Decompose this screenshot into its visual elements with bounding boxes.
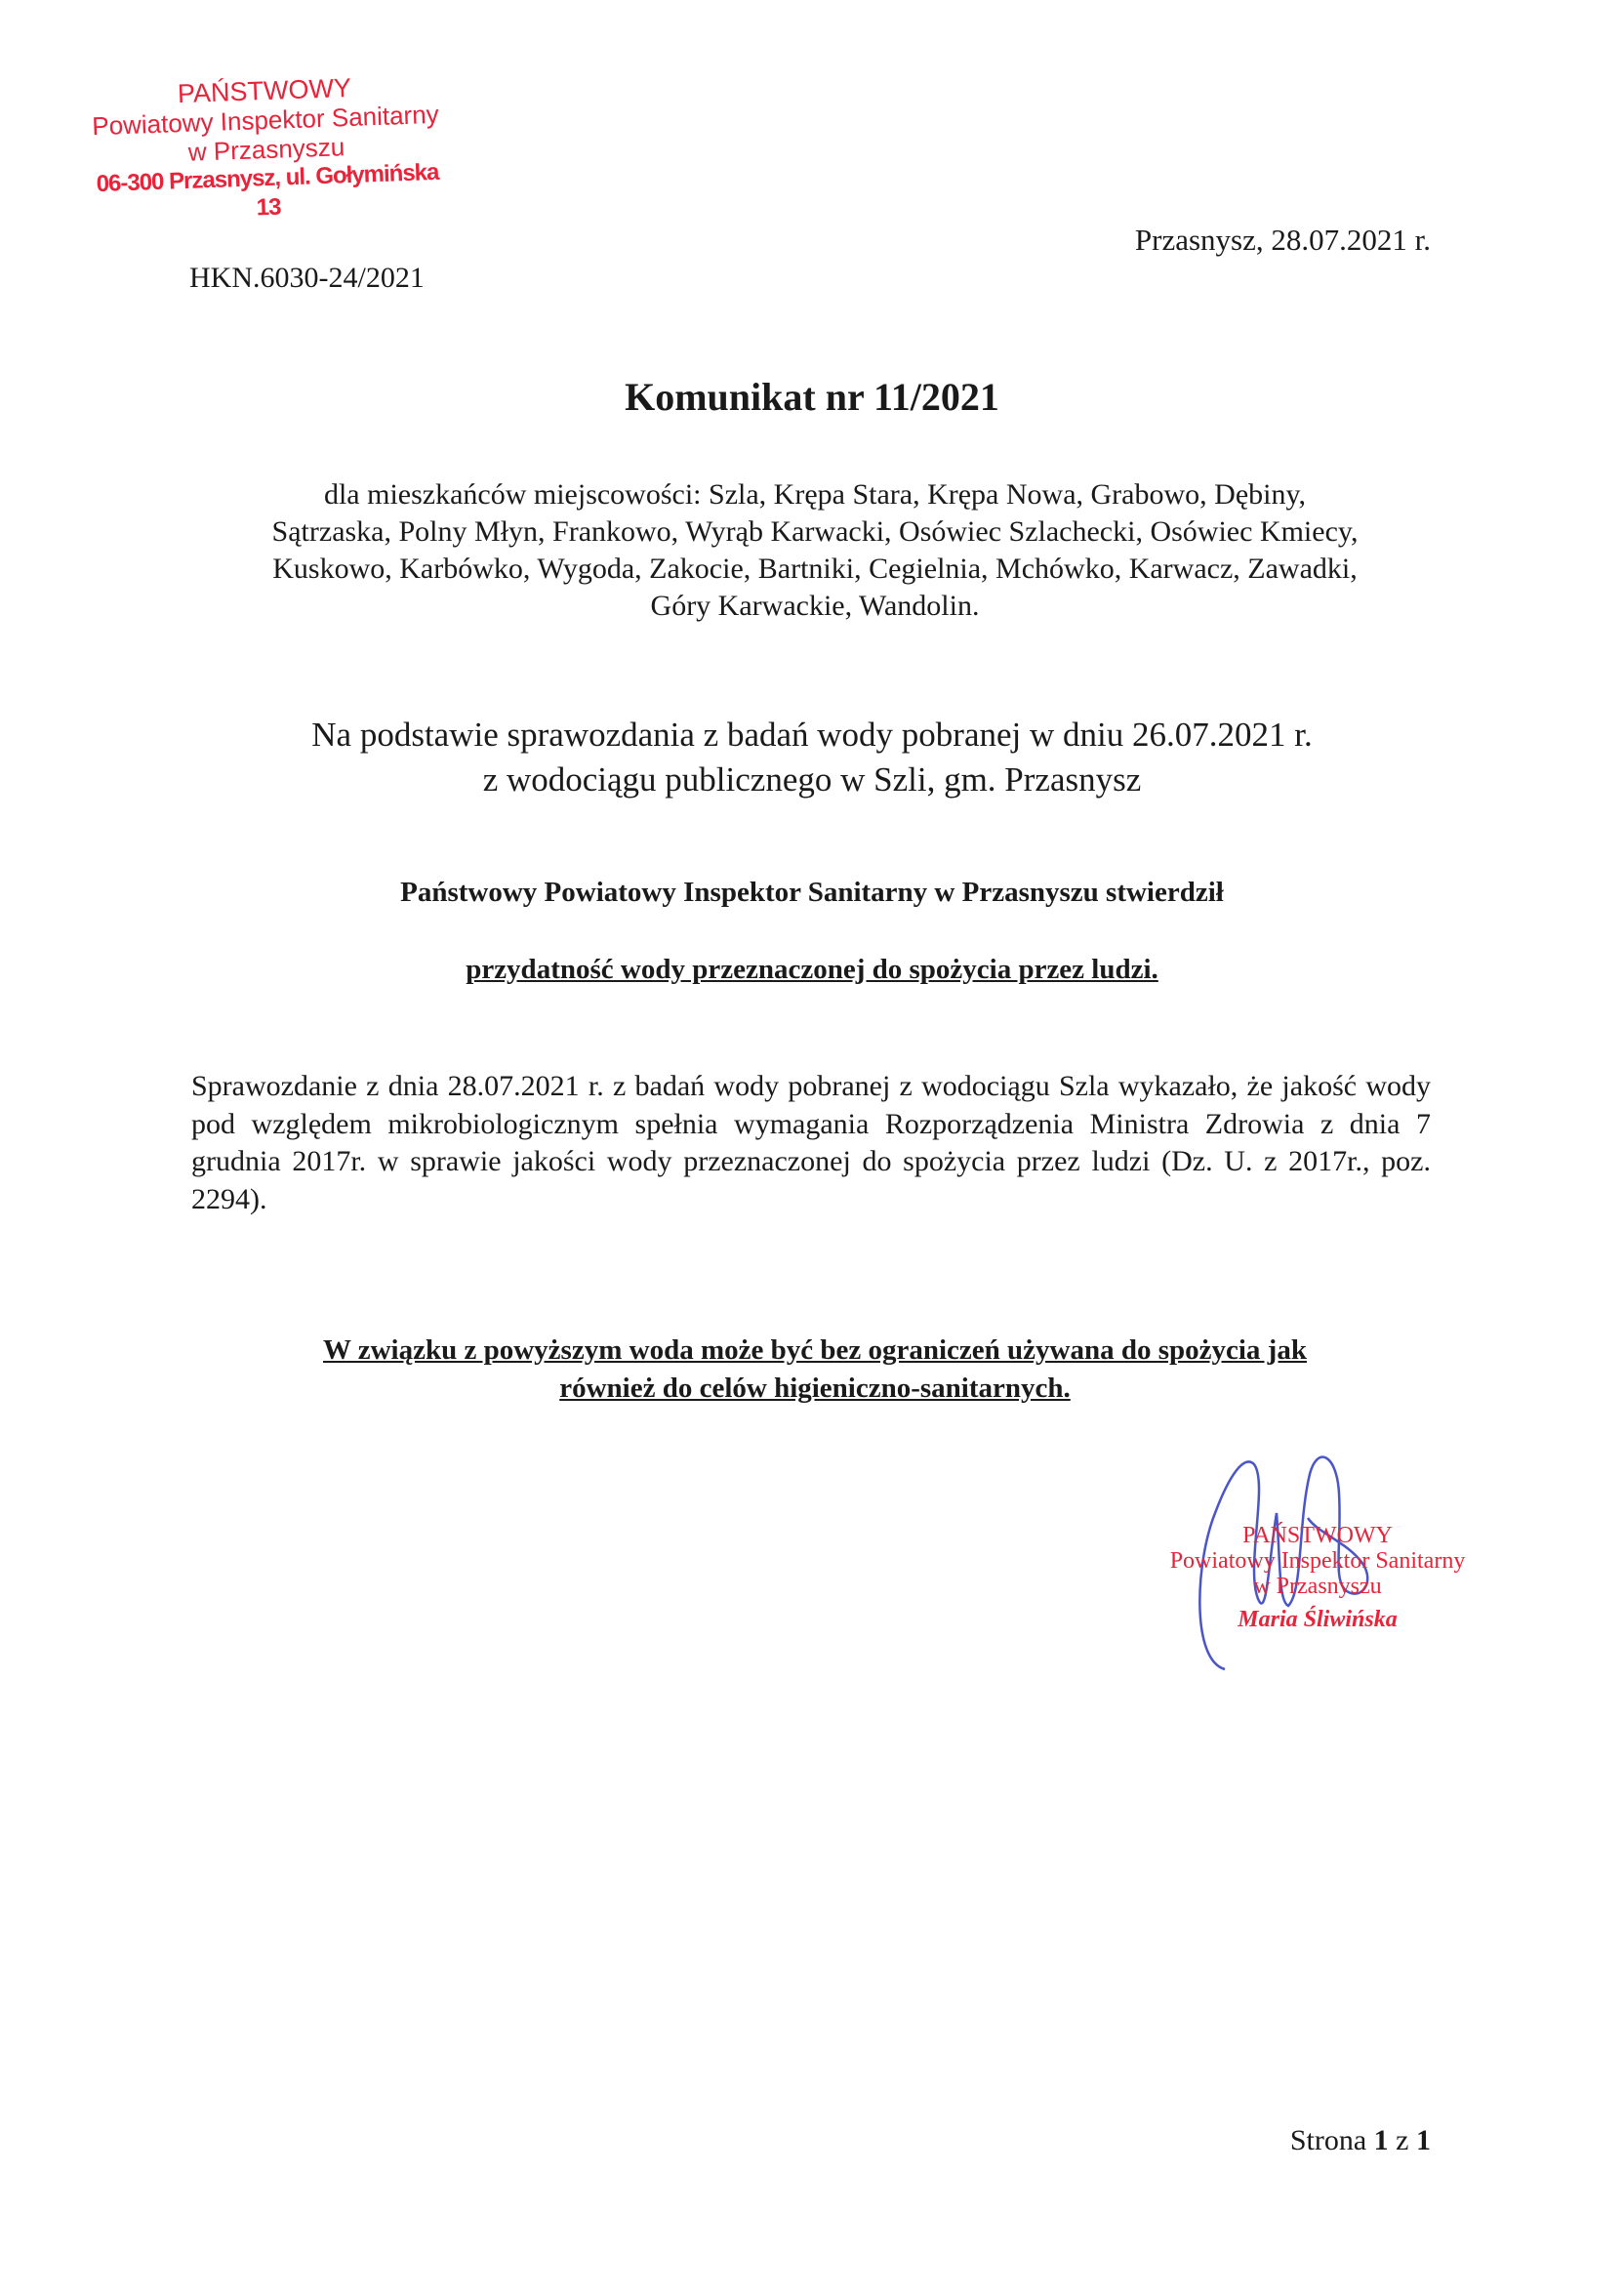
stamp-line: PAŃSTWOWY [177,72,352,109]
basis-line: z wodociągu publicznego w Szli, gm. Przasnysz [482,760,1142,799]
addressees [185,476,1444,625]
basis-line: Na podstawie sprawozdania z badań wody pobranej w dniu 26.07.2021 r. [311,716,1313,754]
document-title: Komunikat nr 11/2021 [625,375,999,419]
stamp-line: w Przasnyszu [187,132,345,167]
stamp-line: w Przasnyszu [1253,1574,1382,1599]
report-paragraph: Sprawozdanie z dnia 28.07.2021 r. z badań wody pobranej z wodociągu Szla wykazało, że jakość wody pod względem mikrobiologicznym spełnia wymagania Rozporządzenia Ministra Zdrowia z dnia 7 grudnia 2017r. w sprawie jakości wody przeznaczonej do spożycia przez ludzi (Dz. U. z 2017r., poz. 2294). [191,1070,1431,1215]
stamp-line: PAŃSTWOWY [1242,1523,1393,1548]
page-number [1290,2124,1431,2157]
signature-stamp [1152,1523,1483,1632]
reference-number: HKN.6030-24/2021 [189,262,425,294]
inspector-statement: Państwowy Powiatowy Inspektor Sanitarny w Przasnyszu stwierdził [400,877,1224,908]
current-page: 1 [1373,2124,1389,2156]
addressees-line: Kuskowo, Karbówko, Wygoda, Zakocie, Bartniki, Cegielnia, Mchówko, Karwacz, Zawadki, [272,553,1358,585]
conclusion-line: również do celów higieniczno-sanitarnych. [559,1373,1071,1404]
stamp-line: Powiatowy Inspektor Sanitarny [91,99,440,142]
stamp-line: Powiatowy Inspektor Sanitarny [1169,1548,1466,1574]
stamp-line: 06-300 Przasnysz, ul. Gołymińska 13 [96,158,439,222]
place-date: Przasnysz, 28.07.2021 r. [1134,223,1431,257]
conclusion [185,1332,1444,1408]
addressees-line: dla mieszkańców miejscowości: Szla, Krępa Stara, Krępa Nowa, Grabowo, Dębiny, [323,478,1307,511]
signatory-name: Maria Śliwińska [1238,1607,1398,1632]
page-of: z [1396,2124,1409,2156]
total-pages: 1 [1416,2124,1431,2156]
addressees-line: Góry Karwackie, Wandolin. [650,590,980,622]
addressees-line: Sątrzaska, Polny Młyn, Frankowo, Wyrąb Karwacki, Osówiec Szlachecki, Osówiec Kmiecy, [271,515,1359,548]
basis [0,713,1624,802]
page-label: Strona [1289,2124,1367,2156]
finding: przydatność wody przeznaczonej do spożycia przez ludzi. [466,954,1158,985]
header-stamp [83,70,449,229]
signature-block [1152,1445,1503,1699]
conclusion-line: W związku z powyższym woda może być bez ograniczeń używana do spożycia jak [323,1334,1307,1366]
